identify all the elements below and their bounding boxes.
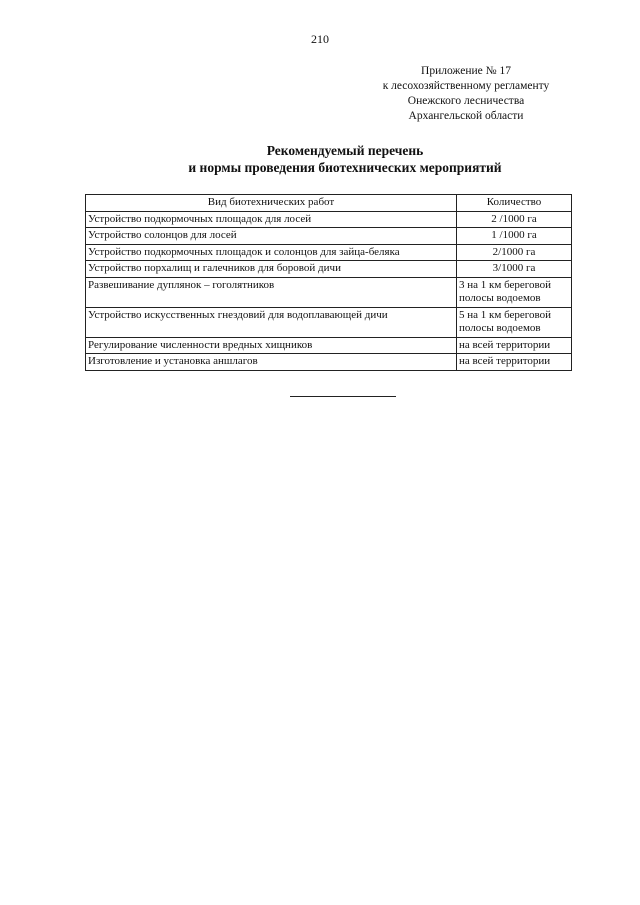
table-row [86,337,572,354]
quantity-cell: на всей территории [457,337,572,354]
quantity-cell: 1 /1000 га [457,228,572,245]
appendix-header [356,64,576,124]
appendix-line: Онежского лесничества [407,95,525,107]
appendix-line: Архангельской области [408,110,524,122]
column-header-work: Вид биотехнических работ [86,195,457,212]
work-cell: Развешивание дуплянок – гоголятников [86,277,457,307]
measures-table [85,194,572,371]
appendix-line: к лесохозяйственному регламенту [382,80,550,92]
quantity-cell: 2/1000 га [457,244,572,261]
work-cell: Устройство подкормочных площадок и солонцов для зайца-беляка [86,244,457,261]
work-cell: Регулирование численности вредных хищников [86,337,457,354]
appendix-line: Приложение № 17 [421,65,511,77]
table-header-row [86,195,572,212]
table-row [86,277,572,307]
work-cell: Устройство искусственных гнездовий для водоплавающей дичи [86,307,457,337]
table-row [86,211,572,228]
table-row [86,244,572,261]
table-row [86,354,572,371]
quantity-cell: 2 /1000 га [457,211,572,228]
table-row [86,307,572,337]
quantity-cell: на всей территории [457,354,572,371]
table-row [86,228,572,245]
quantity-cell: 3 на 1 км береговой полосы водоемов [457,277,572,307]
quantity-cell: 3/1000 га [457,261,572,278]
table-row [86,261,572,278]
work-cell: Изготовление и установка аншлагов [86,354,457,371]
closing-divider [290,396,396,397]
work-cell: Устройство подкормочных площадок для лосей [86,211,457,228]
quantity-cell: 5 на 1 км береговой полосы водоемов [457,307,572,337]
title-line: Рекомендуемый перечень [266,143,424,158]
title-line: и нормы проведения биотехнических мероприятий [188,160,502,175]
document-title [0,142,640,176]
work-cell: Устройство солонцов для лосей [86,228,457,245]
work-cell: Устройство порхалищ и галечников для боровой дичи [86,261,457,278]
page-number: 210 [311,32,329,46]
column-header-quantity: Количество [457,195,572,212]
